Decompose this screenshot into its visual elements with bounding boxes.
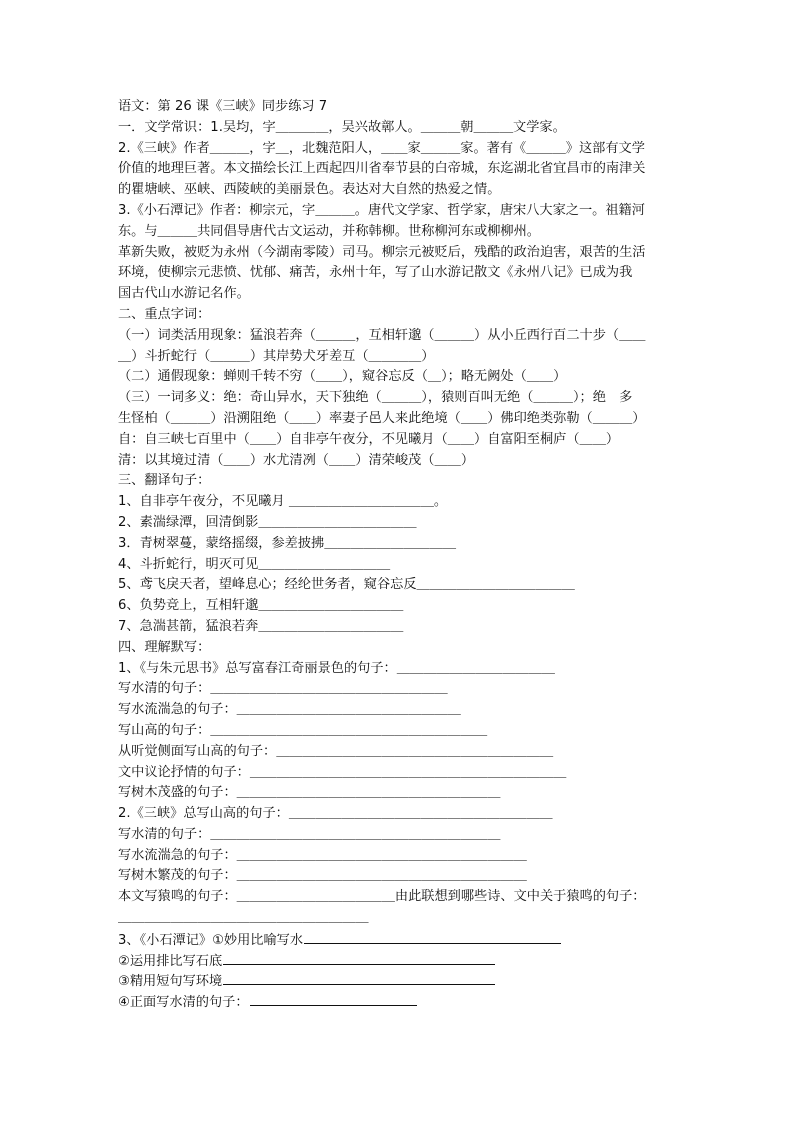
section-vocabulary-heading: 二、重点字词： [118,306,211,322]
vocab-polysemy-zi: 自：自三峡七百里中（＿＿）自非亭午夜分，不见曦月（＿＿）自富阳至桐庐（＿＿） [118,431,620,447]
section-literature-q2a: 2.《三峡》作者＿＿＿，字＿，北魏范阳人，＿＿家＿＿＿家。著有《＿＿＿》这部有文学 [118,140,645,156]
translation-item-5: 5、鸢飞戾天者，望峰息心；经纶世务者，窥谷忘反＿＿＿＿＿＿＿＿＿＿＿＿ [118,577,575,593]
dictation-item-9: 写水清的句子：＿＿＿＿＿＿＿＿＿＿＿＿＿＿＿＿＿＿＿＿＿＿ [118,826,501,842]
dictation-item-5: 从听觉侧面写山高的句子：＿＿＿＿＿＿＿＿＿＿＿＿＿＿＿＿＿＿＿＿＿ [118,743,554,759]
answer-blank [223,950,495,965]
section-translation-heading: 三、翻译句子： [118,473,211,489]
section-literature-q2b: 价值的地理巨著。本文描绘长江上西起四川省奉节县的白帝城，东迄湖北省宜昌市的南津关 [118,161,646,177]
section-literature-q2c: 的瞿塘峡、巫峡、西陵峡的美丽景色。表达对大自然的热爱之情。 [118,182,501,198]
answer-blank [250,991,417,1006]
section-dictation-heading: 四、理解默写： [118,639,211,655]
dictation-item-17 [118,991,678,1012]
translation-item-3: 3．青树翠蔓，蒙络摇缀，参差披拂＿＿＿＿＿＿＿＿＿＿ [118,535,457,551]
vocab-usage-line2: ＿）斗折蛇行（＿＿＿）其岸势犬牙差互（＿＿＿＿） [118,348,435,364]
vocab-polysemy-line2: 生怪柏（＿＿＿）沿溯阻绝（＿＿）率妻子邑人来此绝境（＿＿）佛印绝类弥勒（＿＿＿） [118,410,646,426]
dictation-item-14 [118,929,678,950]
dictation-item-11: 写树木繁茂的句子：＿＿＿＿＿＿＿＿＿＿＿＿＿＿＿＿＿＿＿＿＿＿ [118,868,527,884]
answer-blank [304,929,561,944]
vocab-tongjia: （二）通假现象：蝉则千转不穷（＿＿），窥谷忘反（＿）；略无阙处（＿＿） [118,369,567,385]
section-literature-q3d: 环境，使柳宗元悲愤、忧郁、痛苦，永州十年，写了山水游记散文《永州八记》已成为我 [118,265,633,281]
translation-item-2: 2、素湍绿潭，回清倒影＿＿＿＿＿＿＿＿＿＿＿＿ [118,514,417,530]
translation-item-1: 1、自非亭午夜分，不见曦月 ＿＿＿＿＿＿＿＿＿＿＿。 [118,494,448,510]
translation-item-7: 7、急湍甚箭，猛浪若奔＿＿＿＿＿＿＿＿＿＿＿ [118,618,404,634]
dictation-item-4: 写山高的句子：＿＿＿＿＿＿＿＿＿＿＿＿＿＿＿＿＿＿＿＿＿ [118,722,488,738]
dictation-item-2: 写水清的句子：＿＿＿＿＿＿＿＿＿＿＿＿＿＿＿＿＿＿ [118,681,448,697]
dictation-item-16-text: ③精用短句写环境 [118,974,223,990]
dictation-item-1: 1、《与朱元思书》总写富春江奇丽景色的句子：＿＿＿＿＿＿＿＿＿＿＿＿ [118,660,555,676]
dictation-item-7: 写树木茂盛的句子：＿＿＿＿＿＿＿＿＿＿＿＿＿＿＿＿＿＿＿＿ [118,785,501,801]
dictation-item-15 [118,950,678,971]
section-literature-q1: 一．文学常识：1.吴均，字＿＿＿＿，吴兴故鄣人。＿＿＿朝＿＿＿文学家。 [118,119,566,135]
dictation-item-6: 文中议论抒情的句子：＿＿＿＿＿＿＿＿＿＿＿＿＿＿＿＿＿＿＿＿＿＿＿＿ [118,764,567,780]
answer-blank [223,970,495,985]
worksheet-title: 语文：第 26 课《三峡》同步练习 7 [118,99,328,114]
section-literature-q3a: 3.《小石潭记》作者：柳宗元，字＿＿＿。唐代文学家、哲学家，唐宋八大家之一。祖籍河 [118,202,645,218]
translation-item-4: 4、斗折蛇行，明灭可见＿＿＿＿＿＿＿＿＿＿ [118,556,391,572]
dictation-item-16 [118,970,678,991]
dictation-item-13: ＿＿＿＿＿＿＿＿＿＿＿＿＿＿＿＿＿＿＿ [118,910,369,926]
vocab-usage-line1: （一）词类活用现象：猛浪若奔（＿＿＿，互相轩邈（＿＿＿）从小丘西行百二十步（＿＿ [118,327,646,343]
dictation-item-3: 写水流湍急的句子：＿＿＿＿＿＿＿＿＿＿＿＿＿＿＿＿＿ [118,702,461,718]
worksheet [118,97,678,1012]
dictation-item-15-text: ②运用排比写石底 [118,953,223,969]
section-literature-q3b: 东。与＿＿＿共同倡导唐代古文运动，并称韩柳。世称柳河东或柳柳州。 [118,223,540,239]
dictation-item-8: 2.《三峡》总写山高的句子：＿＿＿＿＿＿＿＿＿＿＿＿＿＿＿＿＿＿＿＿ [118,806,553,822]
section-literature-q3c: 革新失败，被贬为永州（今湖南零陵）司马。柳宗元被贬后，残酷的政治迫害，艰苦的生活 [118,244,646,260]
dictation-item-12: 本文写猿鸣的句子：＿＿＿＿＿＿＿＿＿＿＿＿由此联想到哪些诗、文中关于猿鸣的句子： [118,889,646,905]
dictation-item-14-text: 3、《小石潭记》①妙用比喻写水 [118,932,304,948]
translation-item-6: 6、负势竞上，互相轩邈＿＿＿＿＿＿＿＿＿＿＿ [118,598,404,614]
vocab-polysemy-qing: 清：以其境过清（＿＿）水尤清冽（＿＿）清荣峻茂（＿＿） [118,452,475,468]
dictation-item-17-text: ④正面写水清的句子： [118,995,249,1011]
dictation-item-10: 写水流湍急的句子：＿＿＿＿＿＿＿＿＿＿＿＿＿＿＿＿＿＿＿＿＿＿ [118,847,527,863]
vocab-polysemy-line1: （三）一词多义：绝：奇山异水，天下独绝（＿＿＿），猿则百叫无绝（＿＿＿）；绝 多 [118,390,633,406]
section-literature-q3e: 国古代山水游记名作。 [118,286,250,302]
